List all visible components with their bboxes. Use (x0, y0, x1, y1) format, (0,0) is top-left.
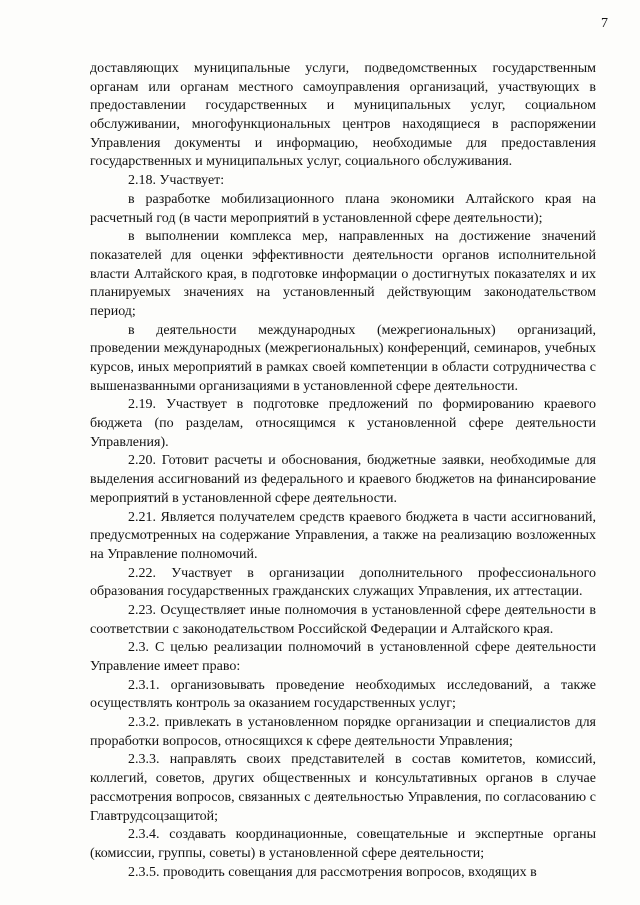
paragraph: 2.3. С целью реализации полномочий в установленной сфере деятельности Управление имеет право: (90, 640, 596, 674)
paragraph: 2.3.3. направлять своих представителей в состав комитетов, комиссий, коллегий, советов, других общественных и консультативных органов в случае рассмотрения вопросов, связанных с деятельностью Управления, по согласованию с Главтрудсоцзащитой; (90, 752, 596, 824)
paragraph: в выполнении комплекса мер, направленных на достижение значений показателей для оценки эффективности деятельности органов исполнительной власти Алтайского края, в подготовке информации о достигнутых показателях и их планируемых значениях на установленный действующим законодательством период; (90, 229, 596, 319)
paragraph: 2.3.2. привлекать в установленном порядке организации и специалистов для проработки вопросов, относящихся к сфере деятельности Управления; (90, 715, 596, 749)
paragraph: 2.18. Участвует: (128, 173, 225, 189)
paragraph: 2.3.1. организовывать проведение необходимых исследований, а также осуществлять контроль за оказанием государственных услуг; (90, 677, 596, 712)
paragraph: 2.3.5. проводить совещания для рассмотрения вопросов, входящих в (128, 864, 537, 880)
paragraph: 2.23. Осуществляет иные полномочия в установленной сфере деятельности в соответствии с законодательством Российской Федерации и Алтайского края. (90, 602, 596, 637)
page-number: 7 (601, 16, 608, 31)
paragraph: доставляющих муниципальные услуги, подведомственных государственным органам или органам местного самоуправления организаций, участвующих в предоставлении государственных и муниципальных услуг, социальном обслуживании, многофункциональных центров находящиеся в распоряжении Управления документы и информацию, необходимые для предоставления государственных и муниципальных услуг, социального обслуживания. (90, 61, 596, 170)
paragraph: 2.20. Готовит расчеты и обоснования, бюджетные заявки, необходимые для выделения ассигнований из федерального и краевого бюджетов на финансирование мероприятий в установленной сфере деятельности. (90, 453, 596, 506)
paragraph: 2.3.4. создавать координационные, совещательные и экспертные органы (комиссии, группы, советы) в установленной сфере деятельности; (90, 827, 596, 861)
document-body (90, 60, 596, 882)
paragraph: в деятельности международных (межрегиональных) организаций, проведении международных (межрегиональных) конференций, семинаров, учебных курсов, иных мероприятий в рамках своей компетенции в области сотрудничества с вышеназванными организациями в установленной сфере деятельности. (90, 322, 596, 394)
paragraph: 2.22. Участвует в организации дополнительного профессионального образования государственных гражданских служащих Управления, их аттестации. (90, 565, 596, 600)
paragraph: 2.21. Является получателем средств краевого бюджета в части ассигнований, предусмотренных на содержание Управления, а также на реализацию возложенных на Управление полномочий. (90, 509, 596, 562)
paragraph: 2.19. Участвует в подготовке предложений по формированию краевого бюджета (по разделам, относящимся к установленной сфере деятельности Управления). (90, 397, 596, 450)
paragraph: в разработке мобилизационного плана экономики Алтайского края на расчетный год (в части мероприятий в установленной сфере деятельности); (90, 191, 596, 226)
